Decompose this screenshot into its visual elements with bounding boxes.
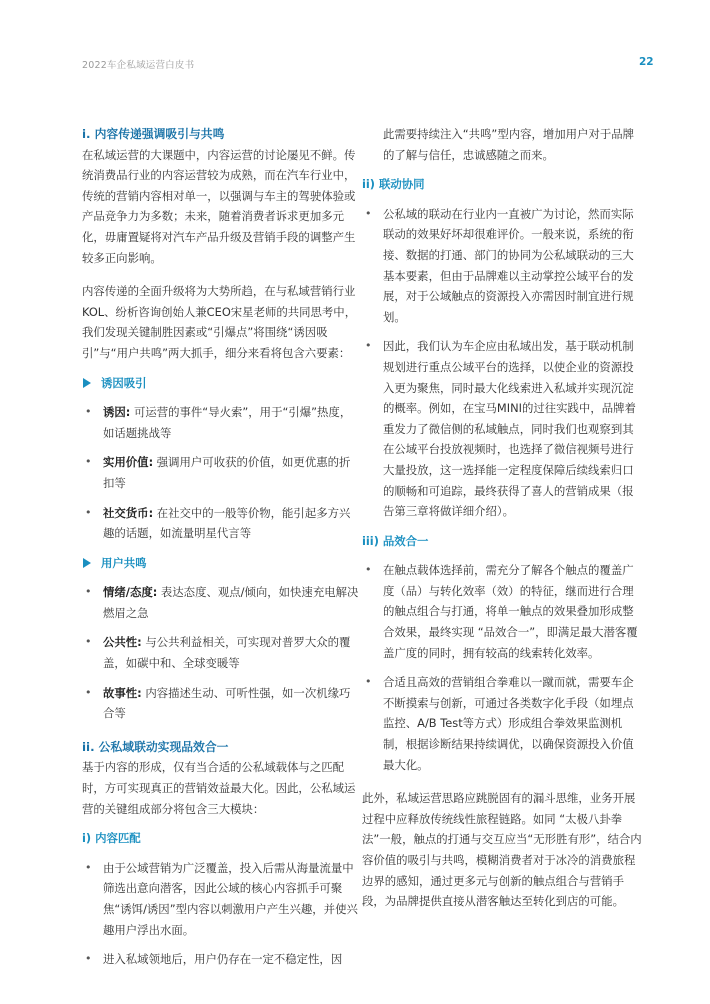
- section-heading-channel-linkage: ii. 公私域联动实现品效合一: [82, 739, 229, 754]
- list-item: • 公私域的联动在行业内一直被广为讨论，然而实际联动的效果好坏却很难评价。一般来说，系统的衔接、数据的打通、部门的协同为公私域联动的三大基本要素，但由于品牌难以主动掌控公域平台的发展，对于公域触点的资源投入亦需因时制宜进行规划。: [362, 204, 644, 328]
- list-item: [82, 632, 360, 673]
- list-item: [82, 683, 360, 724]
- subheading-label: 用户共鸣: [101, 555, 147, 570]
- subsection-heading-brand-effect: iii) 品效合一: [362, 533, 429, 548]
- triangle-bullet-icon: [83, 378, 91, 388]
- subheading-resonance: [82, 553, 360, 574]
- paragraph: 基于内容的形成，仅有当合适的公私域载体与之匹配时，方可实现真正的营销效益最大化。因此，公私域运营的关键组成部分将包含三大模块：: [82, 760, 356, 816]
- item-label: 社交货币:: [103, 505, 154, 520]
- item-label: 情绪/态度:: [103, 585, 158, 600]
- subheading-attraction: [82, 373, 360, 394]
- item-text: 可运营的事件“导火索”，用于“引爆”热度，如话题挑战等: [103, 405, 352, 440]
- document-title: 2022车企私域运营白皮书: [82, 60, 195, 71]
- item-text: 强调用户可收获的价值，如更优惠的折扣等: [103, 455, 351, 490]
- triangle-bullet-icon: [83, 558, 91, 568]
- paragraph: 在私域运营的大课题中，内容运营的讨论屡见不鲜。传统消费品行业的内容运营较为成熟，而在汽车行业中，传统的营销内容相对单一，以强调与车主的驾驶体验或产品竞争力为多数；未来，随着消费者诉求更加多元化，毋庸置疑将对汽车产品升级及营销手段的调整产生较多正向影响。: [82, 147, 356, 265]
- item-label: 诱因:: [103, 405, 131, 420]
- item-text: 内容描述生动、可听性强，如一次机缘巧合等: [103, 685, 351, 721]
- list-item: [82, 503, 360, 544]
- page-number: 22: [639, 56, 654, 68]
- list-item: • 进入私域领地后，用户仍存在一定不稳定性，因: [82, 949, 360, 970]
- paragraph: 内容传递的全面升级将为大势所趋，在与私域营销行业KOL、纷析咨询创始人兼CEO宋星老师的共同思考中，我们发现关键制胜因素或“引爆点”将围绕“诱因吸引”与“用户共鸣”两大抓手，细分来看将包含六要素：: [82, 284, 357, 360]
- list-item: • 因此，我们认为车企应由私域出发，基于联动机制规划进行重点公域平台的选择，以使企业的资源投入更为聚焦，同时最大化线索进入私域并实现沉淀的概率。例如，在宝马MINI的过往实践中，品牌着重发力了微信侧的私域触点，同时我们也观察到其在公域平台投放视频时，也选择了微信视频号进行大量投放，这一选择能一定程度保障后续线索归口的顺畅和可追踪，最终获得了喜人的营销成果（报告第三章将做详细介绍）。: [362, 336, 644, 521]
- section-heading-content-delivery: i. 内容传递强调吸引与共鸣: [82, 127, 225, 141]
- list-item: • 在触点载体选择前，需充分了解各个触点的覆盖广度（品）与转化效率（效）的特征，继而进行合理的触点组合与打通，将单一触点的效果叠加形成整合效果，最终实现 “品效合一”，即满足最大潜客覆盖广度的同时，拥有较高的线索转化效率。: [362, 560, 644, 663]
- right-column: [362, 124, 644, 912]
- item-text: 与公共利益相关，可实现对普罗大众的覆盖，如碳中和、全球变暖等: [103, 635, 351, 671]
- subsection-heading-linkage: ii) 联动协同: [362, 177, 425, 192]
- list-item: [82, 402, 360, 443]
- item-text: 表达态度、观点/倾向，如快速充电解决燃眉之急: [103, 585, 359, 620]
- paragraph: 此外，私域运营思路应跳脱固有的漏斗思维，业务开展过程中应释放传统线性旅程链路。如同 “太极八卦拳法”一般，触点的打通与交互应当“无形胜有形”，结合内容价值的吸引与共鸣，模糊消费者对于冰冷的消费旅程边界的感知，通过更多元与创新的触点组合与营销手段，为品牌提供直接从潜客触达至转化到店的可能。: [362, 791, 642, 909]
- item-label: 实用价值:: [103, 455, 154, 470]
- item-text: 在社交中的一般等价物，能引起多方兴趣的话题，如流量明星代言等: [103, 505, 351, 541]
- item-label: 故事性:: [103, 685, 142, 700]
- list-item: • 由于公域营销为广泛覆盖，投入后需从海量流量中筛选出意向潜客，因此公域的核心内容抓手可聚焦“诱饵/诱因”型内容以刺激用户产生兴趣，并使兴趣用户浮出水面。: [82, 858, 360, 940]
- subsection-heading-content-match: i) 内容匹配: [82, 831, 141, 846]
- list-item: • 合适且高效的营销组合拳难以一蹴而就，需要车企不断摸索与创新，可通过各类数字化手段（如埋点监控、A/B Test等方式）形成组合拳效果监测机制，根据诊断结果持续调优，以确保资源投入价值最大化。: [362, 672, 644, 775]
- subheading-label: 诱因吸引: [101, 375, 147, 390]
- list-item: [82, 582, 360, 623]
- item-label: 公共性:: [103, 635, 142, 650]
- paragraph-continued: 此需要持续注入“共鸣”型内容，增加用户对于品牌的了解与信任，忠诚感随之而来。: [383, 127, 635, 162]
- left-column: [82, 124, 360, 970]
- list-item: [82, 452, 360, 493]
